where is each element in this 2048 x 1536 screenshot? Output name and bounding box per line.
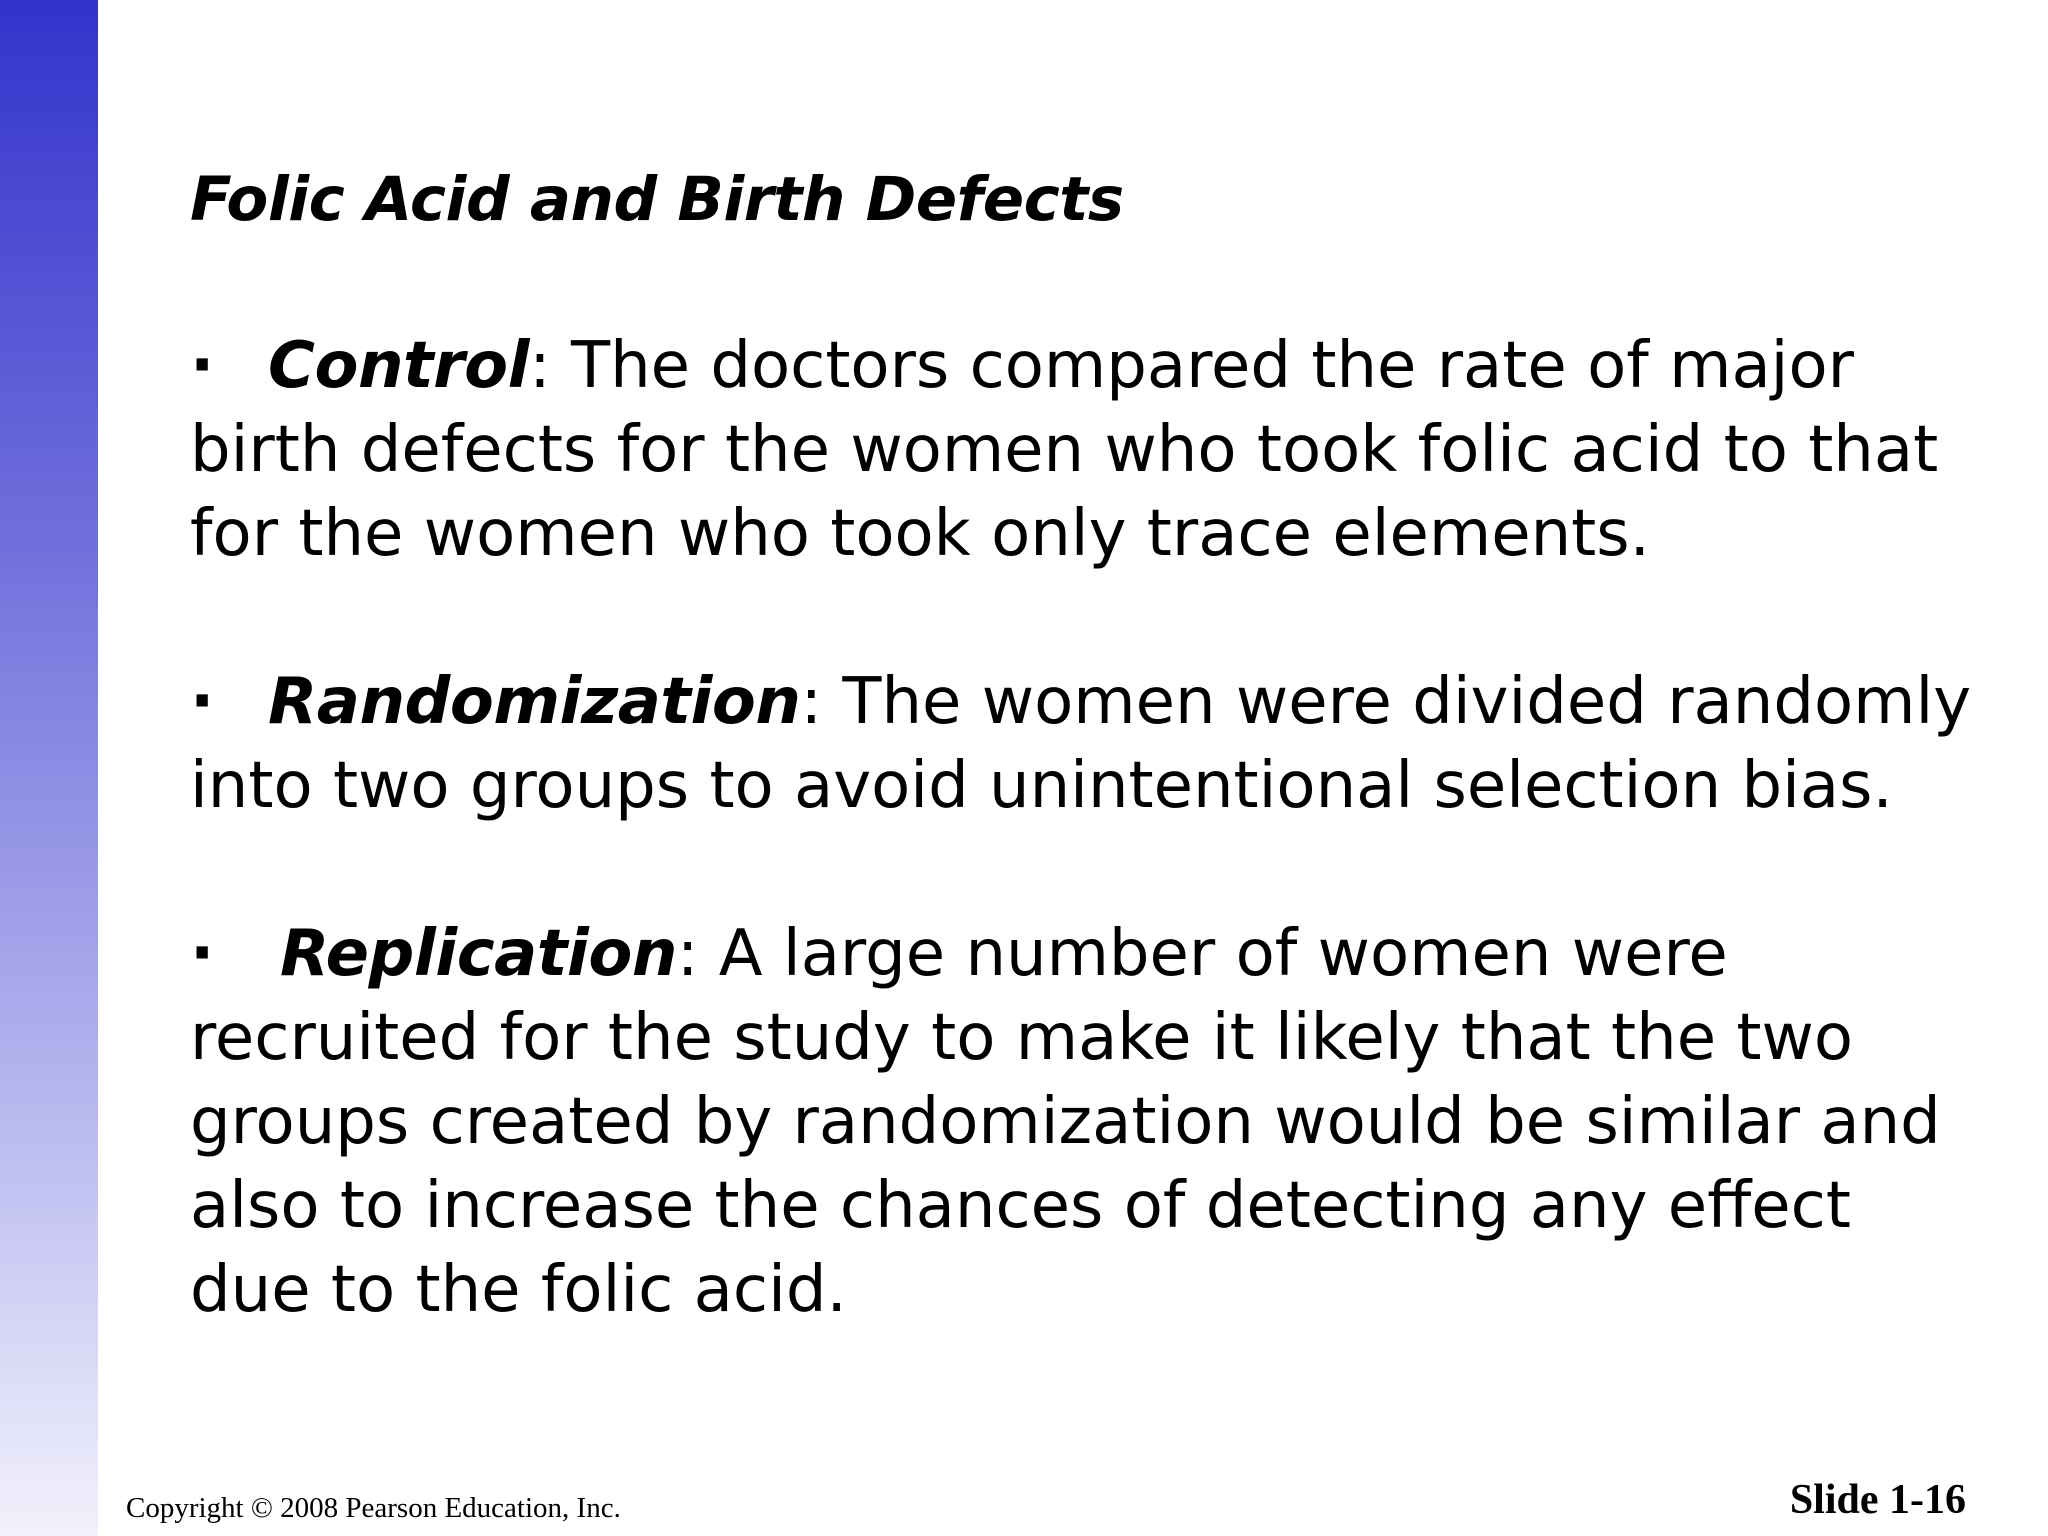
bullet-text-control: : The doctors compared the rate of major birth defects for the women who took folic acid to that for the women who took only trace elements. <box>190 329 1939 571</box>
copyright-notice: Copyright © 2008 Pearson Education, Inc. <box>126 1492 621 1524</box>
bullet-randomization <box>190 660 1980 828</box>
bullet-marker: · <box>190 917 215 991</box>
bullet-text-replication: : A large number of women were recruited for the study to make it likely that the two groups created by randomization would be similar and also to increase the chances of detecting any effect due to the folic acid. <box>190 917 1941 1327</box>
slide-number: Slide 1-16 <box>1789 1477 1966 1523</box>
bullet-text-randomization: : The women were divided randomly into two groups to avoid unintentional selection bias. <box>190 665 1972 823</box>
bullet-term-control: Control <box>268 329 530 403</box>
bullet-control <box>190 324 1980 576</box>
bullet-replication <box>190 912 1980 1332</box>
bullet-marker: · <box>190 665 215 739</box>
bullet-term-replication: Replication <box>280 917 677 991</box>
decorative-side-bar <box>0 0 98 1536</box>
bullet-marker: · <box>190 329 215 403</box>
slide-title: Folic Acid and Birth Defects <box>190 164 1124 235</box>
slide-content <box>190 160 1980 1416</box>
bullet-term-randomization: Randomization <box>268 665 801 739</box>
